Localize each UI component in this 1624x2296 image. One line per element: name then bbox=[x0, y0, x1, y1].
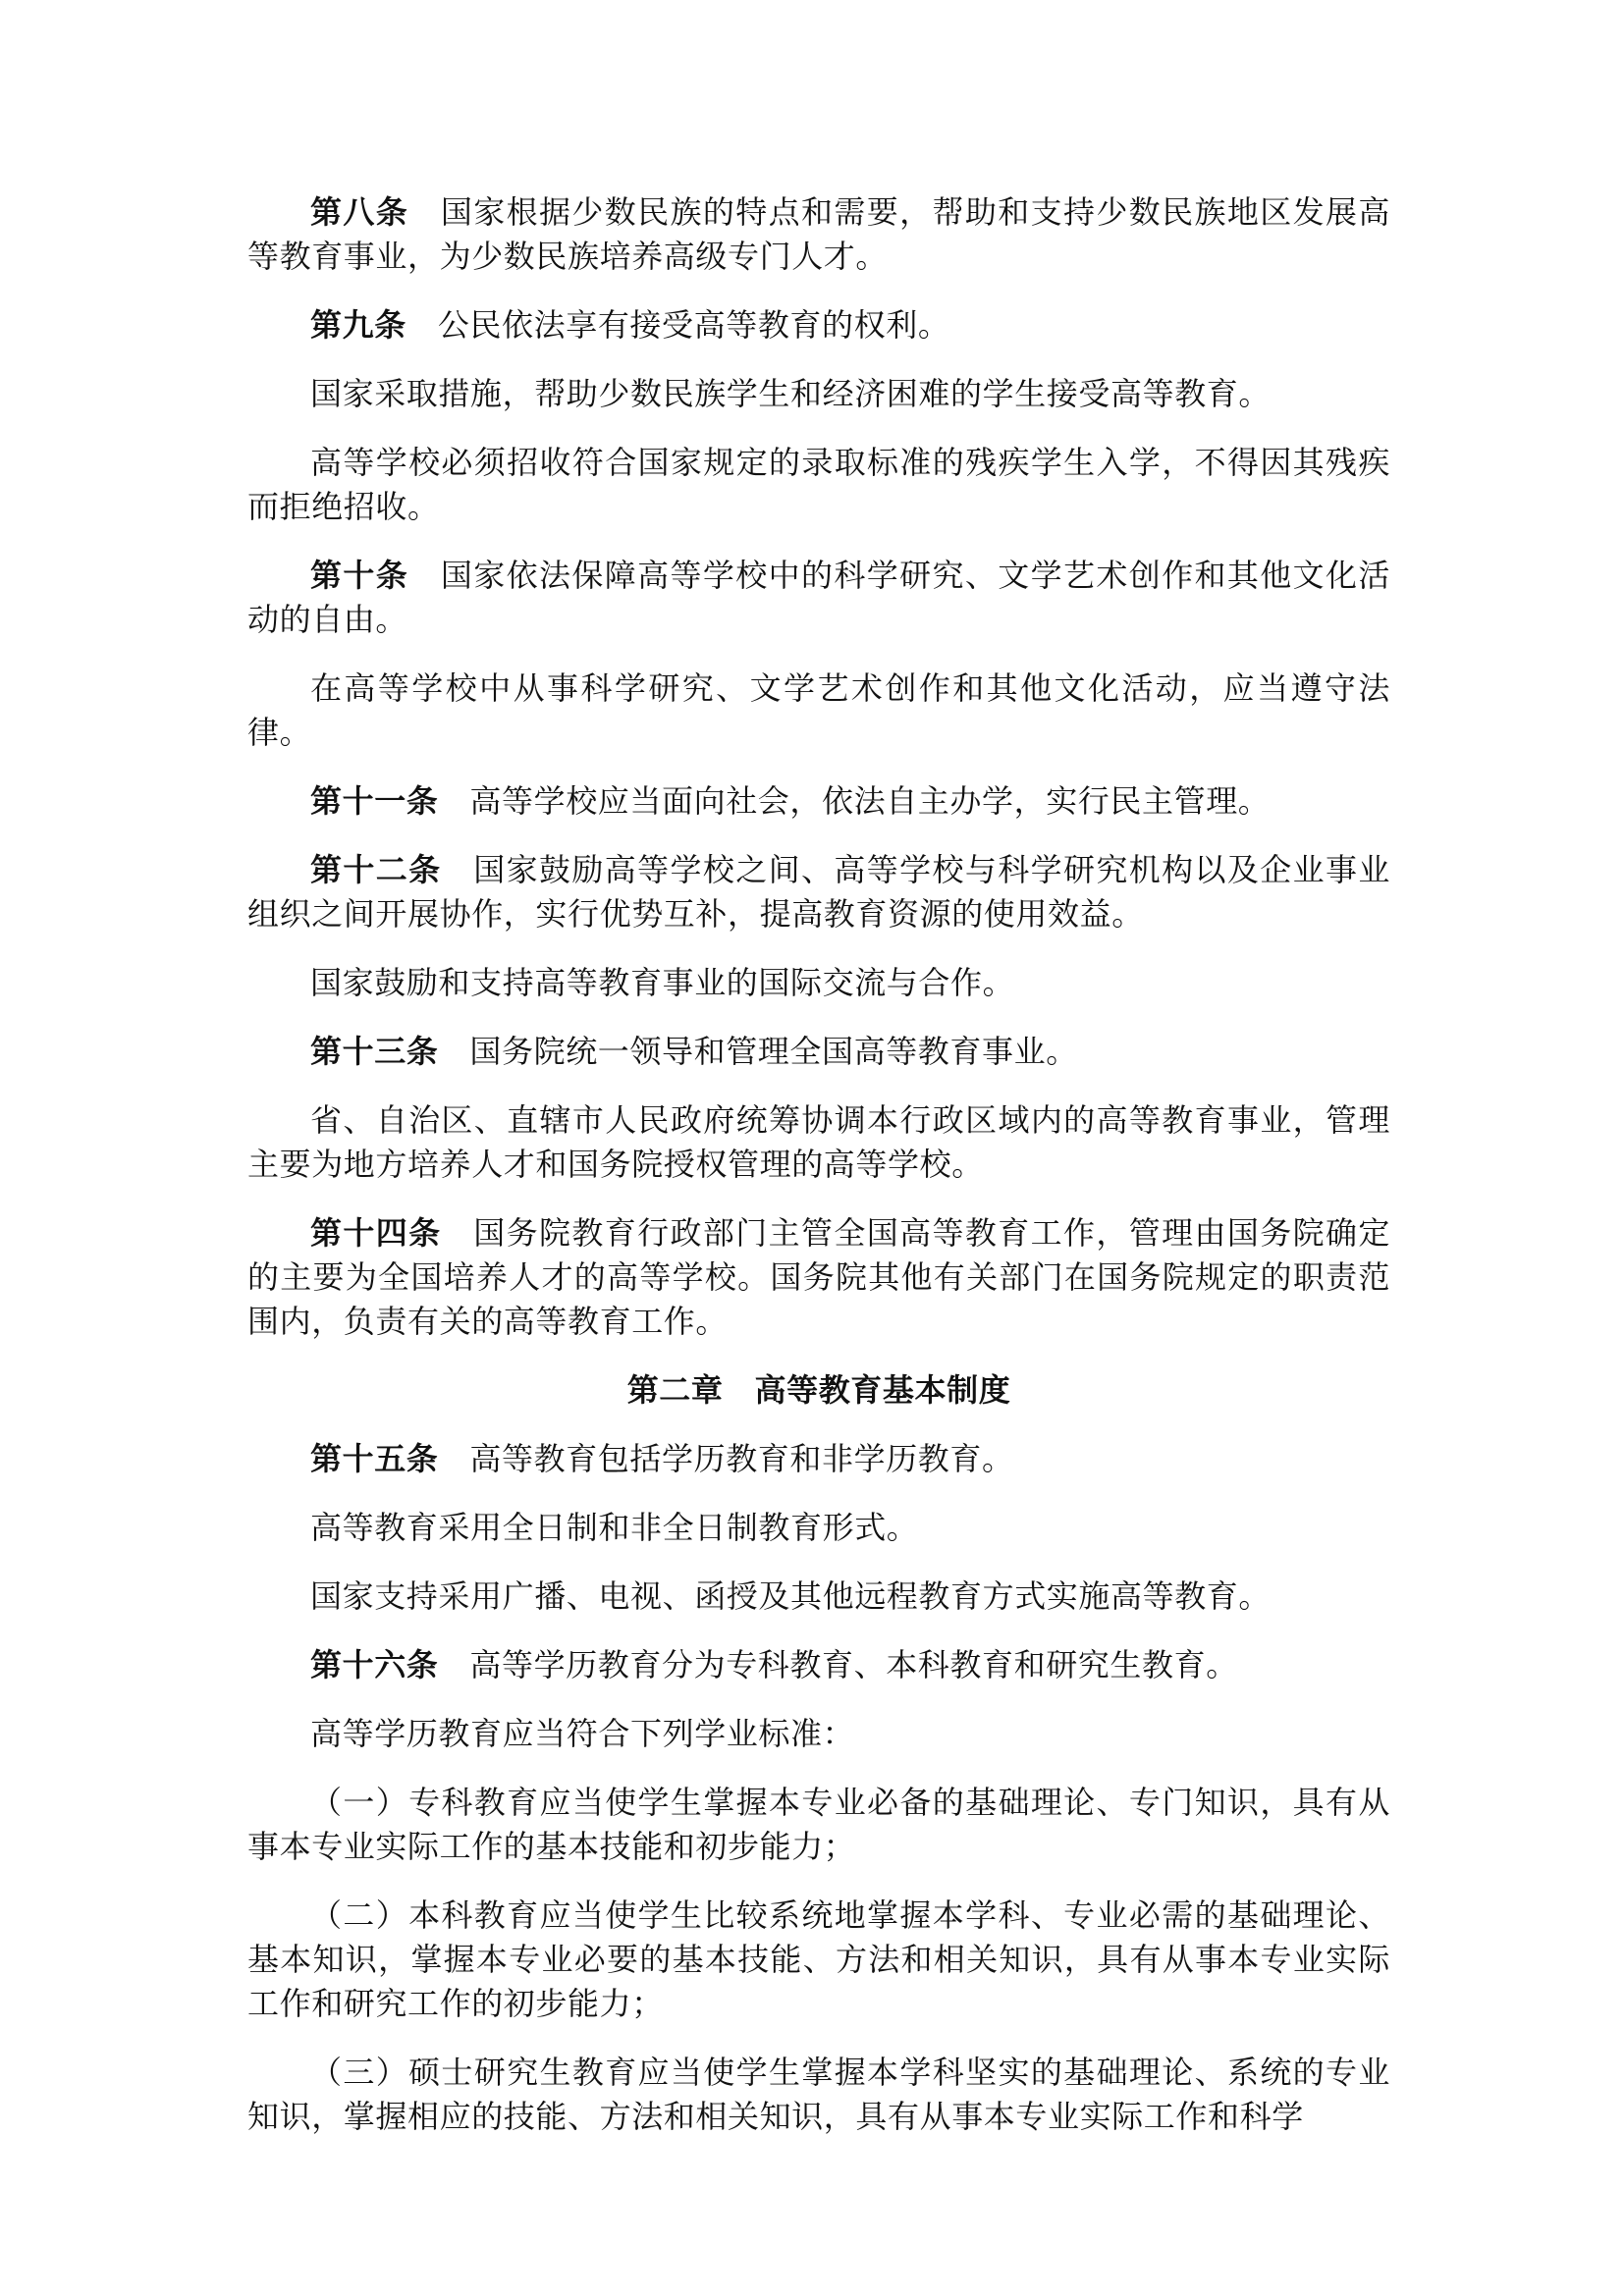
paragraph-text: 高等教育包括学历教育和非学历教育。 bbox=[469, 1440, 1014, 1477]
article-number: 第十四条 bbox=[310, 1214, 442, 1252]
paragraph-article-11 bbox=[247, 779, 1390, 824]
paragraph-article-12 bbox=[247, 848, 1390, 936]
article-number: 第十三条 bbox=[310, 1033, 439, 1070]
paragraph: 高等教育采用全日制和非全日制教育形式。 bbox=[310, 1509, 919, 1546]
chapter-title: 高等教育基本制度 bbox=[754, 1371, 1011, 1409]
paragraph: 高等学校必须招收符合国家规定的录取标准的残疾学生入学，不得因其残疾而拒绝招收。 bbox=[247, 444, 1390, 525]
paragraph: 国家鼓励和支持高等教育事业的国际交流与合作。 bbox=[310, 964, 1015, 1001]
paragraph-text: 高等学历教育分为专科教育、本科教育和研究生教育。 bbox=[469, 1646, 1238, 1683]
paragraph-article-8 bbox=[247, 190, 1390, 279]
chapter-heading bbox=[247, 1368, 1390, 1413]
paragraph-article-10 bbox=[247, 554, 1390, 642]
paragraph-article-15 bbox=[247, 1437, 1390, 1481]
paragraph: 省、自治区、直辖市人民政府统筹协调本行政区域内的高等教育事业，管理主要为地方培养人才和国务院授权管理的高等学校。 bbox=[247, 1101, 1390, 1183]
article-number: 第十六条 bbox=[310, 1646, 439, 1683]
paragraph-article-14 bbox=[247, 1211, 1390, 1344]
article-number: 第十二条 bbox=[310, 851, 442, 888]
article-number: 第十五条 bbox=[310, 1440, 439, 1477]
paragraph: 国家支持采用广播、电视、函授及其他远程教育方式实施高等教育。 bbox=[310, 1577, 1272, 1615]
article-number: 第八条 bbox=[310, 193, 409, 231]
paragraph: 在高等学校中从事科学研究、文学艺术创作和其他文化活动，应当遵守法律。 bbox=[247, 669, 1390, 751]
list-item: （三）硕士研究生教育应当使学生掌握本学科坚实的基础理论、系统的专业知识，掌握相应的技能、方法和相关知识，具有从事本专业实际工作和科学 bbox=[247, 2054, 1390, 2135]
paragraph-text: 公民依法享有接受高等教育的权利。 bbox=[437, 306, 950, 344]
article-number: 第九条 bbox=[310, 306, 406, 344]
paragraph: 国家采取措施，帮助少数民族学生和经济困难的学生接受高等教育。 bbox=[310, 375, 1272, 412]
paragraph-text: 国家依法保障高等学校中的科学研究、文学艺术创作和其他文化活动的自由。 bbox=[247, 557, 1390, 638]
chapter-number: 第二章 bbox=[626, 1371, 724, 1409]
paragraph-article-16 bbox=[247, 1643, 1390, 1687]
paragraph-text: 国务院统一领导和管理全国高等教育事业。 bbox=[469, 1033, 1078, 1070]
document-body bbox=[247, 190, 1390, 2163]
paragraph-article-13 bbox=[247, 1030, 1390, 1074]
paragraph-text: 高等学校应当面向社会，依法自主办学，实行民主管理。 bbox=[469, 782, 1271, 820]
paragraph-article-9 bbox=[247, 303, 1390, 347]
list-item: （一）专科教育应当使学生掌握本专业必备的基础理论、专门知识，具有从事本专业实际工作的基本技能和初步能力； bbox=[247, 1784, 1390, 1865]
article-number: 第十一条 bbox=[310, 782, 439, 820]
paragraph-text: 国家根据少数民族的特点和需要，帮助和支持少数民族地区发展高等教育事业，为少数民族培养高级专门人才。 bbox=[247, 193, 1390, 275]
list-item: （二）本科教育应当使学生比较系统地掌握本学科、专业必需的基础理论、基本知识，掌握本专业必要的基本技能、方法和相关知识，具有从事本专业实际工作和研究工作的初步能力； bbox=[247, 1896, 1390, 2022]
paragraph-text: 国务院教育行政部门主管全国高等教育工作，管理由国务院确定的主要为全国培养人才的高等学校。国务院其他有关部门在国务院规定的职责范围内，负责有关的高等教育工作。 bbox=[247, 1214, 1390, 1340]
article-number: 第十条 bbox=[310, 557, 409, 594]
paragraph-text: 国家鼓励高等学校之间、高等学校与科学研究机构以及企业事业组织之间开展协作，实行优势互补，提高教育资源的使用效益。 bbox=[247, 851, 1390, 933]
paragraph: 高等学历教育应当符合下列学业标准： bbox=[310, 1715, 855, 1752]
